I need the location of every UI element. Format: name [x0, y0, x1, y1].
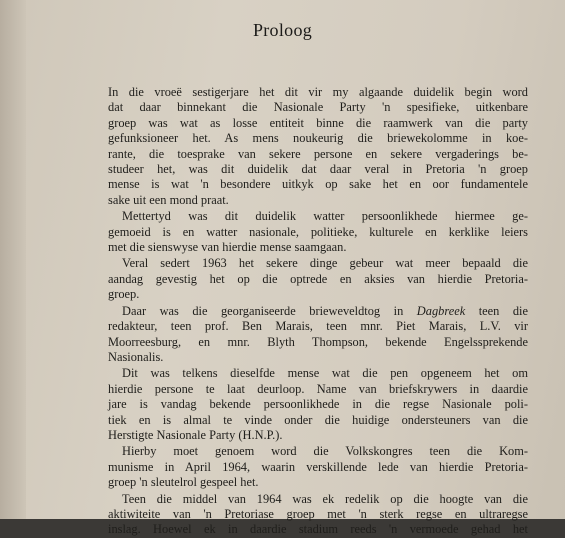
text-line: tiek en is almal te vinde onder die huidige ondersteuners van die [108, 412, 528, 427]
text-line: hierdie persone te laat deurloop. Name van briefskrywers in daardie [108, 381, 528, 396]
text-line [108, 304, 528, 319]
text-line: groep 'n sleutelrol gespeel het. [108, 475, 259, 490]
newspaper-title: Dagbreek [416, 303, 466, 318]
text-line: sake uit een mond praat. [108, 192, 229, 207]
paragraph [108, 444, 528, 490]
text-line: met die sienswyse van hierdie mense saamgaan. [108, 240, 347, 255]
paragraph [108, 209, 528, 255]
text-line: gemoeid is en watter nasionale, politieke, kulturele en kerklike leiers [108, 224, 528, 239]
text-line: Dit was telkens dieselfde mense wat die pen opgeneem het om [122, 366, 528, 381]
text-line: In die vroeë sestigerjare het dit vir my algaande duidelik begin word [108, 85, 528, 99]
text-line: aandag gevestig het op die optrede en aksies van hierdie Pretoria- [108, 271, 528, 286]
text-fragment: teen die [465, 303, 528, 318]
text-line: redakteur, teen prof. Ben Marais, teen mnr. Piet Marais, L.V. vir [108, 319, 528, 334]
paragraph [108, 304, 528, 366]
paragraph [108, 256, 528, 302]
text-line: Herstigte Nasionale Party (H.N.P.). [108, 427, 283, 442]
text-line: dat daar binnekant die Nasionale Party 'n spesifieke, uitkenbare [108, 100, 528, 115]
text-line: Teen die middel van 1964 was ek redelik op die hoogte van die [122, 491, 528, 506]
text-line: aktiwiteite van 'n Pretoriase groep met 'n sterk regse en ultraregse [108, 506, 528, 521]
page-gutter [0, 0, 26, 519]
text-line: inslag. Hoewel ek in daardie stadium reeds 'n vermoede gehad het [108, 522, 528, 537]
text-line: Moorreesburg, en mnr. Blyth Thompson, bekende Engelssprekende [108, 334, 528, 349]
text-line: studeer het, was dit duidelik dat daar veral in Pretoria 'n groep [108, 162, 528, 177]
text-fragment: Daar was die georganiseerde brieweveldtog in [122, 303, 404, 318]
paragraph [108, 366, 528, 443]
text-line: munisme in April 1964, waarin verskillende lede van hierdie Pretoria- [108, 459, 528, 474]
text-line: gefunksioneer het. As mens noukeurig die briewekolomme in koe- [108, 131, 528, 146]
text-line: groep. [108, 287, 140, 302]
chapter-title: Proloog [252, 20, 313, 40]
text-line: mense is wat 'n besondere uitkyk op sake het en oor fundamentele [108, 177, 528, 192]
text-line: Mettertyd was dit duidelik watter persoonlikhede hiermee ge- [122, 209, 528, 224]
text-line: Nasionalis. [108, 349, 164, 364]
text-line: Hierby moet genoem word die Volkskongres teen die Kom- [122, 444, 528, 459]
text-line: jare is vandag bekende persoonlikhede in die regse Nasionale poli- [108, 397, 528, 412]
text-line: rante, die toesprake van sekere persone en sekere vergaderings be- [108, 146, 528, 161]
text-line: Veral sedert 1963 het sekere dinge gebeur wat meer bepaald die [122, 256, 528, 271]
paragraph [108, 492, 528, 538]
body-text [108, 85, 528, 538]
paragraph [108, 85, 528, 208]
text-line: groep was wat as losse entiteit binne die raamwerk van die party [108, 115, 528, 130]
